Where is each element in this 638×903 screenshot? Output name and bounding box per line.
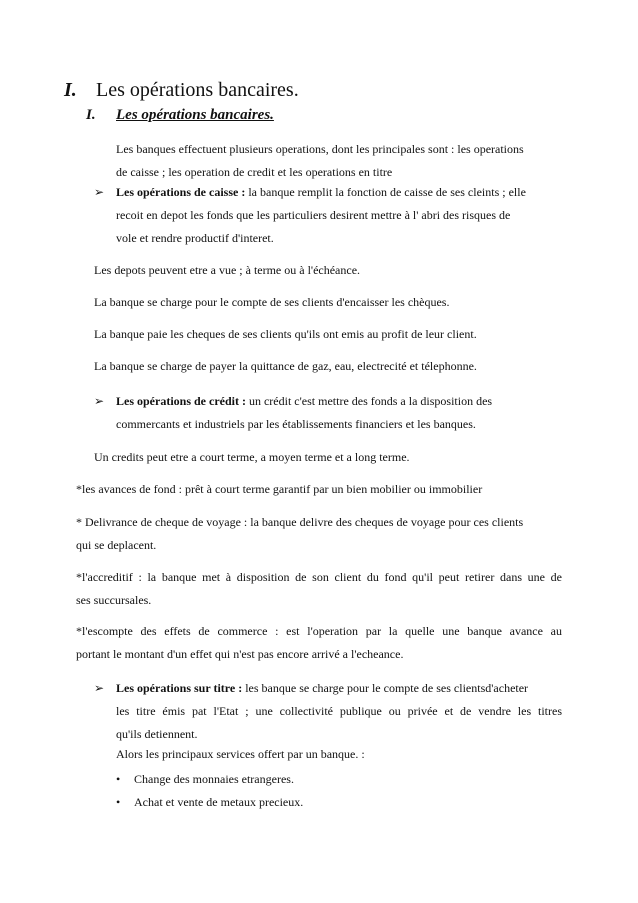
heading-2-number: I. [86,107,96,123]
arrow-bullet-icon: ➢ [94,185,105,199]
caisse-line-2: recoit en depot les fonds que les particuliers desirent mettre à l' abri des risques de [116,208,511,222]
service-item: Achat et vente de metaux precieux. [134,795,304,809]
titre-line-3: qu'ils detiennent. [116,727,198,741]
caisse-line-3: vole et rendre productif d'interet. [116,231,274,245]
delivrance-line-1: * Delivrance de cheque de voyage : la banque delivre des cheques de voyage pour ces clients [76,515,524,529]
arrow-bullet-icon: ➢ [94,394,105,408]
credit-line-2: commercants et industriels par les établissements financiers et les banques. [116,417,476,431]
credit-line-1-rest: un crédit c'est mettre des fonds a la disposition des [245,394,493,408]
service-item: Change des monnaies etrangeres. [134,772,294,786]
paie-text: La banque paie les cheques de ses clients qu'ils ont emis au profit de leur client. [94,327,477,341]
heading-1 [64,78,299,102]
encaisser-text: La banque se charge pour le compte de ses clients d'encaisser les chèques. [94,295,450,309]
intro-line-1: Les banques effectuent plusieurs operations, dont les principales sont : les operations [116,142,524,156]
intro-line-2: de caisse ; les operation de credit et les operations en titre [116,165,393,179]
credit-label: Les opérations de crédit : [116,394,246,408]
quittance-text: La banque se charge de payer la quittance de gaz, eau, electrecité et télephonne. [94,359,477,373]
escompte-line-2: portant le montant d'un effet qui n'est pas encore arrivé a l'echeance. [76,647,404,661]
heading-1-number: I. [64,79,77,101]
escompte-line-1: *l'escompte des effets de commerce : est l'operation par la quelle une banque avance au [76,624,562,638]
depots-text: Les depots peuvent etre a vue ; à terme ou à l'échéance. [94,263,361,277]
caisse-line-1 [116,181,526,204]
titre-line-2: les titre émis pat l'Etat ; une collectivité publique ou privée et de vendre les titres [116,704,562,718]
arrow-bullet-icon: ➢ [94,681,105,695]
titre-line-1 [116,677,528,700]
avances-text: *les avances de fond : prêt à court terme garantif par un bien mobilier ou immobilier [76,482,483,496]
dot-bullet-icon: • [116,772,121,786]
heading-2 [86,106,274,124]
delivrance-line-2: qui se deplacent. [76,538,157,552]
credit-line-1 [116,390,492,413]
caisse-line-1-rest: la banque remplit la fonction de caisse de ses cleints ; elle [245,185,526,199]
heading-1-title: Les opérations bancaires. [96,79,299,101]
titre-label: Les opérations sur titre : [116,681,243,695]
dot-bullet-icon: • [116,795,121,809]
heading-2-title: Les opérations bancaires. [116,107,274,123]
credits-terme-text: Un credits peut etre a court terme, a moyen terme et a long terme. [94,450,410,464]
accreditif-line-2: ses succursales. [76,593,152,607]
titre-line-4: Alors les principaux services offert par un banque. : [116,747,365,761]
accreditif-line-1: *l'accreditif : la banque met à disposition de son client du fond qu'il peut retirer dans une de [76,570,562,584]
caisse-label: Les opérations de caisse : [116,185,246,199]
titre-line-1-rest: les banque se charge pour le compte de ses clientsd'acheter [242,681,529,695]
